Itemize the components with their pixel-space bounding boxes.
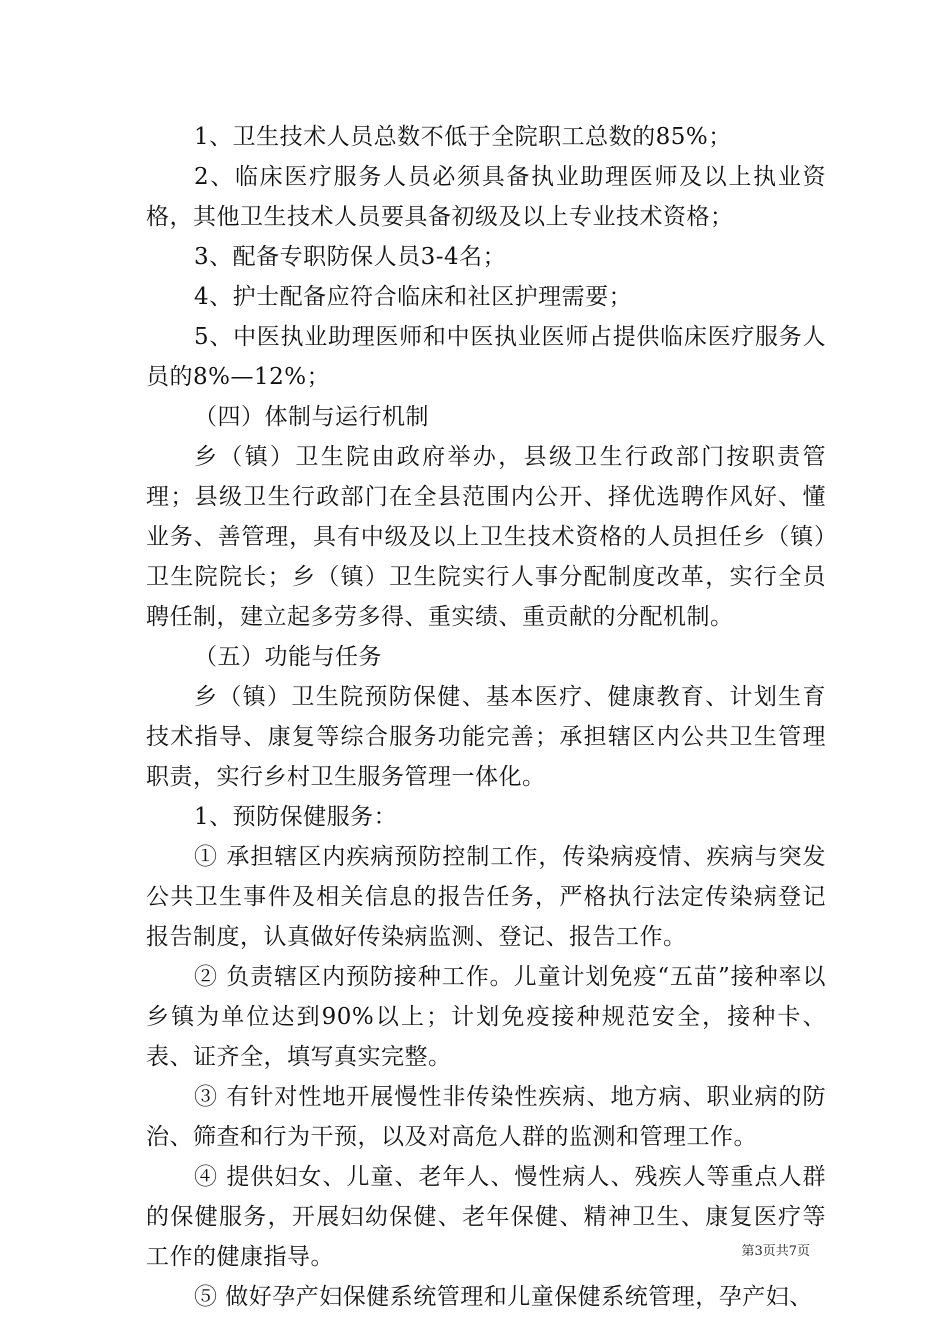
paragraph-system-mechanism: 乡（镇）卫生院由政府举办，县级卫生行政部门按职责管理；县级卫生行政部门在全县范围内公开、择优选聘作风好、懂业务、善管理，具有中级及以上卫生技术资格的人员担任乡（镇）卫生院院长；乡（镇）卫生院实行人事分配制度改革，实行全员聘任制，建立起多劳多得、重实绩、重贡献的分配机制。 (146, 444, 826, 630)
paragraph-nurse-staffing: 4、护士配备应符合临床和社区护理需要； (194, 284, 633, 310)
paragraph-staff-ratio: 1、卫生技术人员总数不低于全院职工总数的85%； (194, 124, 732, 150)
paragraph-functions: 乡（镇）卫生院预防保健、基本医疗、健康教育、计划生育技术指导、康复等综合服务功能完善；承担辖区内公共卫生管理职责，实行乡村卫生服务管理一体化。 (146, 684, 826, 790)
paragraph-clinical-qualification: 2、临床医疗服务人员必须具备执业助理医师及以上执业资格，其他卫生技术人员要具备初级及以上专业技术资格； (146, 164, 826, 230)
page-number-footer: 第3页共7页 (741, 1244, 810, 1259)
list-item-vaccination: ② 负责辖区内预防接种工作。儿童计划免疫“五苗”接种率以乡镇为单位达到90%以上；计划免疫接种规范安全，接种卡、表、证齐全，填写真实完整。 (146, 964, 826, 1070)
document-body (146, 117, 826, 1317)
subheading-prevention-service: 1、预防保健服务： (194, 804, 398, 830)
list-item-key-groups: ④ 提供妇女、儿童、老年人、慢性病人、残疾人等重点人群的保健服务，开展妇幼保健、老年保健、精神卫生、康复医疗等工作的健康指导。 (146, 1164, 826, 1270)
list-item-disease-control: ① 承担辖区内疾病预防控制工作，传染病疫情、疾病与突发公共卫生事件及相关信息的报告任务，严格执行法定传染病登记报告制度，认真做好传染病监测、登记、报告工作。 (146, 844, 826, 950)
paragraph-prevention-staff: 3、配备专职防保人员3-4名； (194, 244, 507, 270)
paragraph-tcm-ratio: 5、中医执业助理医师和中医执业医师占提供临床医疗服务人员的8%—12%； (146, 324, 826, 390)
section-heading-system: （四）体制与运行机制 (194, 404, 429, 430)
section-heading-functions: （五）功能与任务 (194, 644, 382, 670)
list-item-maternal-care: ⑤ 做好孕产妇保健系统管理和儿童保健系统管理，孕产妇、 (194, 1284, 813, 1310)
list-item-chronic-disease: ③ 有针对性地开展慢性非传染性疾病、地方病、职业病的防治、筛查和行为干预，以及对高危人群的监测和管理工作。 (146, 1084, 826, 1150)
